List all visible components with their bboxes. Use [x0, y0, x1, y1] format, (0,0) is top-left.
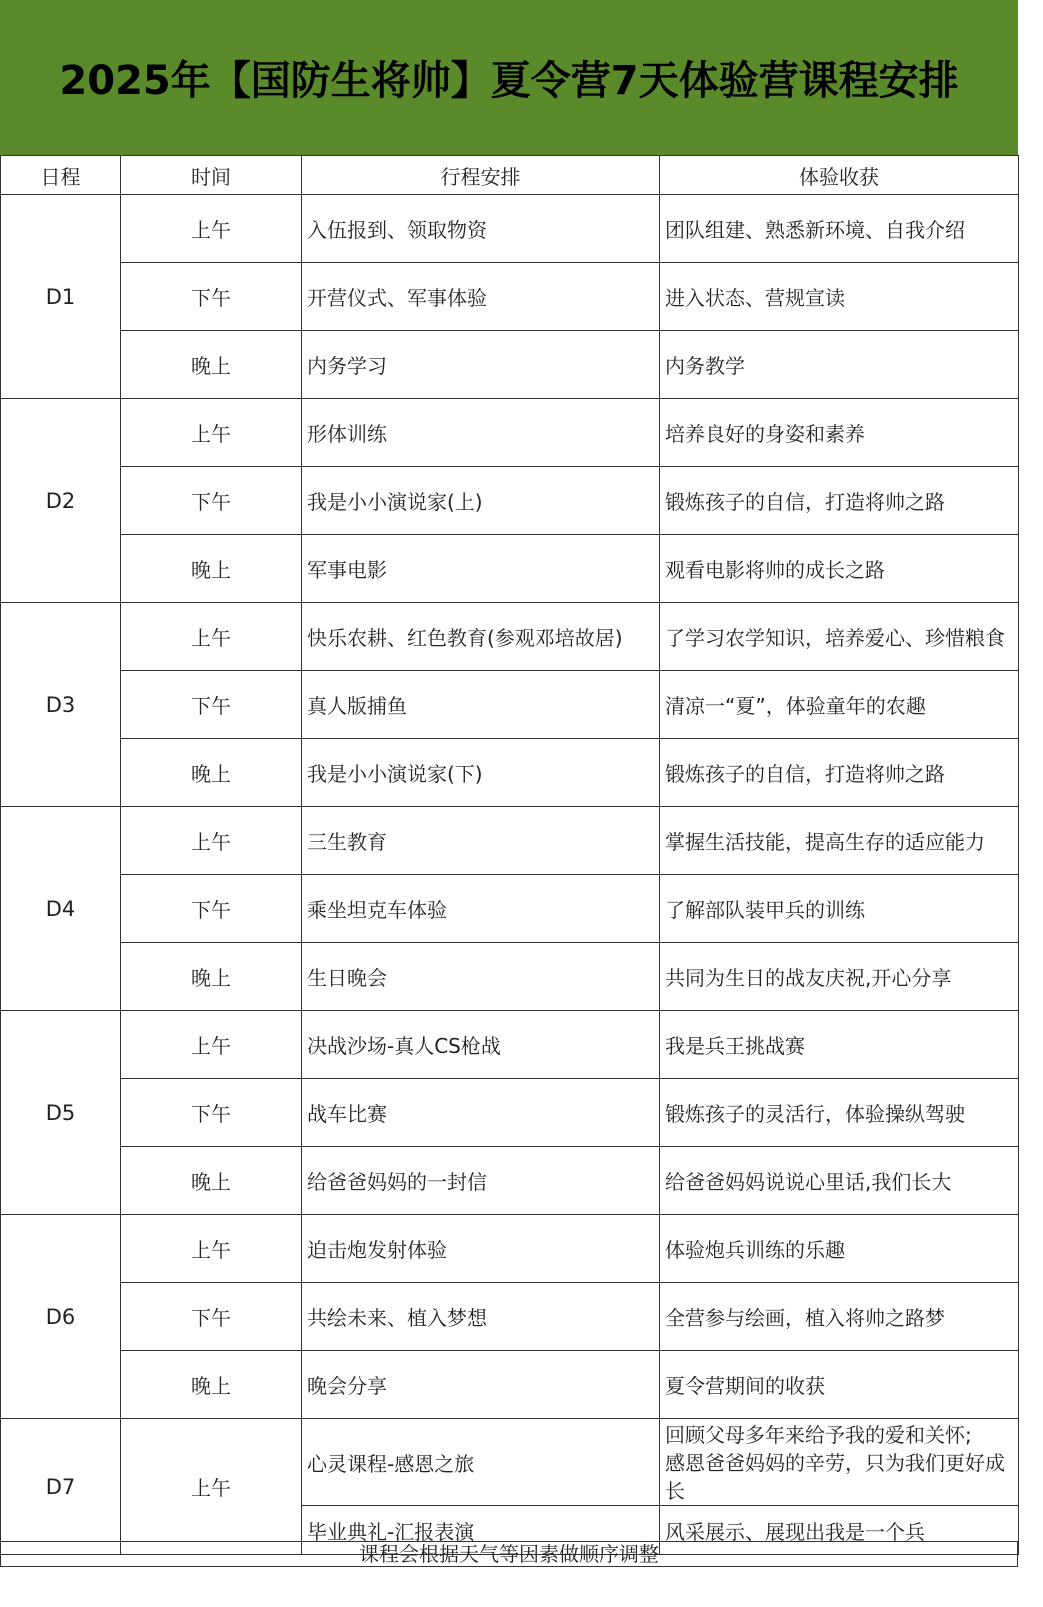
table-row — [1, 807, 1019, 875]
activity-cell: 给爸爸妈妈的一封信 — [302, 1147, 660, 1215]
day-cell: D4 — [1, 807, 121, 1011]
activity-cell: 军事电影 — [302, 535, 660, 603]
title-banner — [0, 0, 1018, 156]
time-cell: 晚上 — [121, 535, 302, 603]
gain-cell: 风采展示、展现出我是一个兵 — [660, 1506, 1019, 1555]
gain-cell: 培养良好的身姿和素养 — [660, 399, 1019, 467]
footer-note: 课程会根据天气等因素做顺序调整 — [0, 1541, 1018, 1567]
activity-cell: 心灵课程-感恩之旅 — [302, 1419, 660, 1506]
activity-cell: 毕业典礼-汇报表演 — [302, 1506, 660, 1555]
activity-cell: 开营仪式、军事体验 — [302, 263, 660, 331]
table-row — [1, 331, 1019, 399]
gain-cell: 共同为生日的战友庆祝,开心分享 — [660, 943, 1019, 1011]
gain-cell: 我是兵王挑战赛 — [660, 1011, 1019, 1079]
gain-cell: 给爸爸妈妈说说心里话,我们长大 — [660, 1147, 1019, 1215]
gain-cell: 全营参与绘画，植入将帅之路梦 — [660, 1283, 1019, 1351]
header-gain: 体验收获 — [660, 156, 1019, 195]
time-cell: 下午 — [121, 1079, 302, 1147]
table-row — [1, 603, 1019, 671]
gain-cell: 夏令营期间的收获 — [660, 1351, 1019, 1419]
table-row — [1, 1079, 1019, 1147]
activity-cell: 晚会分享 — [302, 1351, 660, 1419]
table-row — [1, 1419, 1019, 1506]
day-cell: D5 — [1, 1011, 121, 1215]
table-row — [1, 263, 1019, 331]
header-row — [1, 156, 1019, 195]
time-cell: 上午 — [121, 1215, 302, 1283]
day-cell: D7 — [1, 1419, 121, 1555]
time-cell: 晚上 — [121, 943, 302, 1011]
time-cell: 上午 — [121, 1419, 302, 1555]
day-cell: D1 — [1, 195, 121, 399]
gain-cell — [660, 1419, 1019, 1506]
gain-cell: 观看电影将帅的成长之路 — [660, 535, 1019, 603]
activity-cell: 快乐农耕、红色教育(参观邓培故居) — [302, 603, 660, 671]
table-row — [1, 399, 1019, 467]
gain-cell: 体验炮兵训练的乐趣 — [660, 1215, 1019, 1283]
time-cell: 上午 — [121, 1011, 302, 1079]
gain-cell: 团队组建、熟悉新环境、自我介绍 — [660, 195, 1019, 263]
time-cell: 晚上 — [121, 1351, 302, 1419]
table-row — [1, 943, 1019, 1011]
time-cell: 上午 — [121, 603, 302, 671]
time-cell: 晚上 — [121, 739, 302, 807]
header-time: 时间 — [121, 156, 302, 195]
header-day: 日程 — [1, 156, 121, 195]
header-activity: 行程安排 — [302, 156, 660, 195]
gain-cell: 掌握生活技能，提高生存的适应能力 — [660, 807, 1019, 875]
activity-cell: 入伍报到、领取物资 — [302, 195, 660, 263]
time-cell: 上午 — [121, 807, 302, 875]
time-cell: 下午 — [121, 1283, 302, 1351]
activity-cell: 决战沙场-真人CS枪战 — [302, 1011, 660, 1079]
activity-cell: 真人版捕鱼 — [302, 671, 660, 739]
activity-cell: 共绘未来、植入梦想 — [302, 1283, 660, 1351]
schedule-table — [0, 155, 1019, 1555]
gain-cell: 进入状态、营规宣读 — [660, 263, 1019, 331]
activity-cell: 战车比赛 — [302, 1079, 660, 1147]
time-cell: 上午 — [121, 195, 302, 263]
table-row — [1, 1011, 1019, 1079]
page-title: 2025年【国防生将帅】夏令营7天体验营课程安排 — [59, 58, 959, 104]
table-row — [1, 671, 1019, 739]
table-row — [1, 1147, 1019, 1215]
table-row — [1, 1283, 1019, 1351]
activity-cell: 生日晚会 — [302, 943, 660, 1011]
activity-cell: 内务学习 — [302, 331, 660, 399]
activity-cell: 我是小小演说家(下) — [302, 739, 660, 807]
table-row — [1, 535, 1019, 603]
activity-cell: 迫击炮发射体验 — [302, 1215, 660, 1283]
table-row — [1, 1215, 1019, 1283]
time-cell: 下午 — [121, 263, 302, 331]
gain-cell: 锻炼孩子的自信，打造将帅之路 — [660, 467, 1019, 535]
gain-cell: 锻炼孩子的灵活行，体验操纵驾驶 — [660, 1079, 1019, 1147]
gain-cell: 了解部队装甲兵的训练 — [660, 875, 1019, 943]
activity-cell: 我是小小演说家(上) — [302, 467, 660, 535]
gain-line: 回顾父母多年来给予我的爱和关怀; — [665, 1423, 972, 1447]
table-row — [1, 739, 1019, 807]
activity-cell: 乘坐坦克车体验 — [302, 875, 660, 943]
time-cell: 下午 — [121, 467, 302, 535]
time-cell: 晚上 — [121, 1147, 302, 1215]
time-cell: 下午 — [121, 671, 302, 739]
gain-line: 感恩爸爸妈妈的辛劳，只为我们更好成长 — [665, 1451, 1005, 1503]
day-cell: D3 — [1, 603, 121, 807]
time-cell: 上午 — [121, 399, 302, 467]
day-cell: D2 — [1, 399, 121, 603]
table-row — [1, 195, 1019, 263]
activity-cell: 形体训练 — [302, 399, 660, 467]
time-cell: 晚上 — [121, 331, 302, 399]
gain-cell: 锻炼孩子的自信，打造将帅之路 — [660, 739, 1019, 807]
day-cell: D6 — [1, 1215, 121, 1419]
gain-cell: 内务教学 — [660, 331, 1019, 399]
activity-cell: 三生教育 — [302, 807, 660, 875]
gain-cell: 了学习农学知识，培养爱心、珍惜粮食 — [660, 603, 1019, 671]
time-cell: 下午 — [121, 875, 302, 943]
table-row — [1, 875, 1019, 943]
gain-cell: 清凉一“夏”，体验童年的农趣 — [660, 671, 1019, 739]
table-row — [1, 467, 1019, 535]
table-row — [1, 1351, 1019, 1419]
